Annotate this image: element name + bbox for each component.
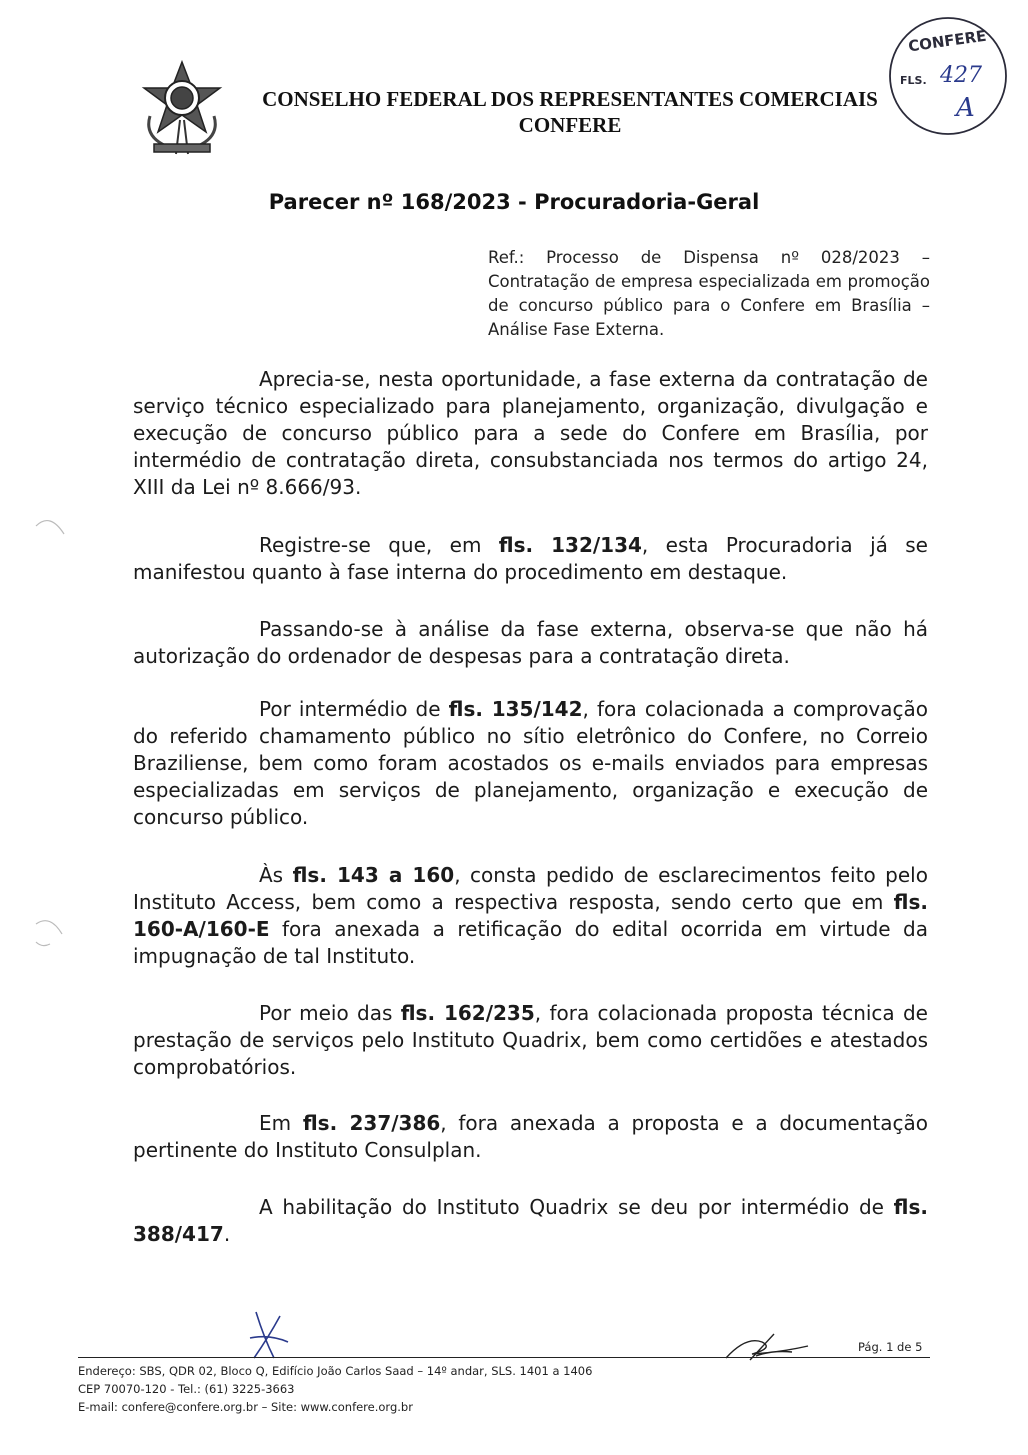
p4-folio-ref: fls. 135/142 — [448, 697, 583, 721]
institution-acronym: CONFERE — [518, 113, 622, 137]
reference-note: Ref.: Processo de Dispensa nº 028/2023 – Contratação de empresa especializada em promoção de concurso público para o Confere em Brasília – Análise Fase Externa. — [488, 248, 930, 339]
address-line-2: CEP 70070-120 - Tel.: (61) 3225-3663 — [78, 1382, 295, 1396]
paragraph-3 — [133, 616, 928, 670]
p7-folio-ref: fls. 237/386 — [302, 1111, 441, 1135]
punch-hole-mark-2 — [32, 914, 68, 950]
p2-text-c: , esta Procuradoria já se manifestou quanto à fase interna do procedimento em destaque. — [133, 533, 928, 584]
signature-mark — [244, 1308, 294, 1364]
stamp-letter: A — [956, 93, 975, 123]
p5-folio-ref-2: fls. 160-A/160-E — [133, 890, 928, 941]
paragraph-5 — [133, 862, 928, 970]
paragraph-3-text: Passando-se à análise da fase externa, observa-se que não há autorização do ordenador de despesas para a contratação direta. — [133, 617, 928, 668]
p8-text-a: A habilitação do Instituto Quadrix se deu por intermédio de — [259, 1195, 894, 1219]
stamp-label: FLS. — [900, 74, 927, 87]
document-title: Parecer nº 168/2023 - Procuradoria-Geral — [268, 190, 760, 214]
p5-folio-ref: fls. 143 a 160 — [292, 863, 455, 887]
p5-text-c: , consta pedido de esclarecimentos feito pelo Instituto Access, bem como a respectiva resposta, sendo certo que em — [133, 863, 928, 914]
paragraph-1-text: Aprecia-se, nesta oportunidade, a fase externa da contratação de serviço técnico especializado para planejamento, organização, divulgação e execução de concurso público para a sede do Confere em Brasília, por intermédio de contratação direta, consubstanciada nos termos do artigo 24, XIII da Lei nº 8.666/93. — [133, 367, 928, 499]
paragraph-4 — [133, 696, 928, 831]
paragraph-1 — [133, 366, 928, 501]
p7-text-a: Em — [259, 1111, 303, 1135]
address-line-1: Endereço: SBS, QDR 02, Bloco Q, Edifício João Carlos Saad – 14º andar, SLS. 1401 a 1406 — [78, 1364, 593, 1378]
p5-text-a: Às — [259, 863, 293, 887]
p4-text-a: Por intermédio de — [259, 697, 449, 721]
p2-text-a: Registre-se que, em — [259, 533, 499, 557]
folio-stamp — [884, 12, 1012, 140]
institution-name: CONSELHO FEDERAL DOS REPRESENTANTES COMERCIAIS — [262, 87, 878, 111]
paragraph-2 — [133, 532, 928, 586]
institution-header — [250, 86, 890, 138]
stamp-page-number: 427 — [940, 63, 982, 88]
footer-divider — [78, 1357, 930, 1358]
p8-text-c: . — [223, 1222, 231, 1246]
p6-text-a: Por meio das — [259, 1001, 401, 1025]
paragraph-7 — [133, 1110, 928, 1164]
address-line-3: E-mail: confere@confere.org.br – Site: www.confere.org.br — [78, 1400, 413, 1414]
coat-of-arms-icon — [136, 58, 228, 158]
signature-mark-2 — [722, 1330, 812, 1364]
stamp-title: CONFERE — [907, 26, 988, 56]
punch-hole-mark — [32, 512, 68, 548]
p2-folio-ref: fls. 132/134 — [498, 533, 642, 557]
p8-folio-ref: fls. 388/417 — [133, 1195, 928, 1246]
p4-text-c: , fora colacionada a comprovação do referido chamamento público no sítio eletrônico do Confere, no Correio Braziliense, bem como foram acostados os e-mails enviados para empresas especializadas em serviços de planejamento, organização e execução de concurso público. — [133, 697, 929, 829]
paragraph-6 — [133, 1000, 928, 1081]
p6-folio-ref: fls. 162/235 — [400, 1001, 535, 1025]
p6-text-c: , fora colacionada proposta técnica de prestação de serviços pelo Instituto Quadrix, bem como certidões e atestados comprobatórios. — [133, 1001, 928, 1079]
paragraph-8 — [133, 1194, 928, 1248]
p7-text-c: , fora anexada a proposta e a documentação pertinente do Instituto Consulplan. — [133, 1111, 928, 1162]
footer-address — [78, 1362, 778, 1416]
page-number: Pág. 1 de 5 — [858, 1340, 923, 1354]
p5-text-e: fora anexada a retificação do edital ocorrida em virtude da impugnação de tal Instituto. — [133, 917, 928, 968]
